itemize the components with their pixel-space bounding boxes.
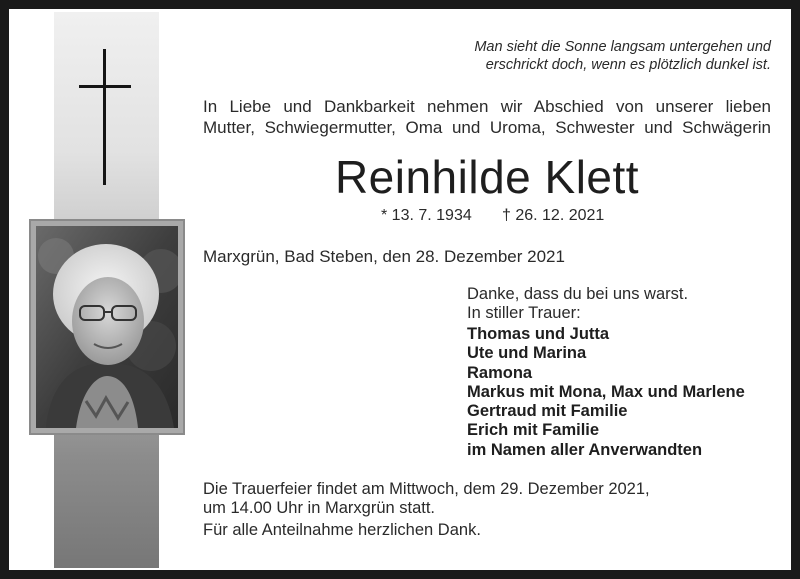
birth-date: * 13. 7. 1934 [381, 207, 472, 224]
closing-text: Für alle Anteilnahme herzlichen Dank. [203, 521, 481, 539]
portrait-image [36, 226, 178, 428]
mourner-item: Thomas und Jutta [467, 325, 610, 343]
mourner-item: Ramona [467, 363, 533, 382]
intro-line: In Liebe und Dankbarkeit nehmen wir Abschied von unserer lieben [203, 97, 771, 116]
cross-vertical-bar [103, 49, 106, 185]
mourner-item: Erich mit Familie [467, 421, 600, 440]
ceremony-line: um 14.00 Uhr in Marxgrün statt. [203, 499, 436, 517]
thanks-line: In stiller Trauer: [467, 304, 581, 322]
quote-line: Man sieht die Sonne langsam untergehen und [474, 39, 771, 55]
portrait-photo [29, 219, 185, 435]
cross-horizontal-bar [79, 85, 131, 88]
ceremony-text [203, 480, 650, 518]
place-date: Marxgrün, Bad Steben, den 28. Dezember 2021 [203, 247, 565, 266]
death-date: † 26. 12. 2021 [502, 207, 605, 224]
mourner-item: Gertraud mit Familie [467, 402, 628, 421]
mourner-item: Markus mit Mona, Max und Marlene [467, 382, 745, 401]
ceremony-line: Die Trauerfeier findet am Mittwoch, dem 29. Dezember 2021, [203, 480, 650, 498]
quote [409, 38, 771, 74]
mourner-item: im Namen aller Anverwandten [467, 440, 703, 459]
thanks-line: Danke, dass du bei uns warst. [467, 285, 689, 303]
thanks-text [467, 285, 688, 323]
intro-text [203, 96, 771, 138]
mourners-list [467, 325, 745, 460]
mourner-item: Ute und Marina [467, 344, 587, 363]
quote-line: erschrickt doch, wenn es plötzlich dunkel ist. [485, 57, 771, 73]
deceased-name: Reinhilde Klett [334, 151, 640, 203]
obituary-card [7, 7, 793, 572]
intro-line: Mutter, Schwiegermutter, Oma und Uroma, Schwester und Schwägerin [203, 118, 771, 137]
